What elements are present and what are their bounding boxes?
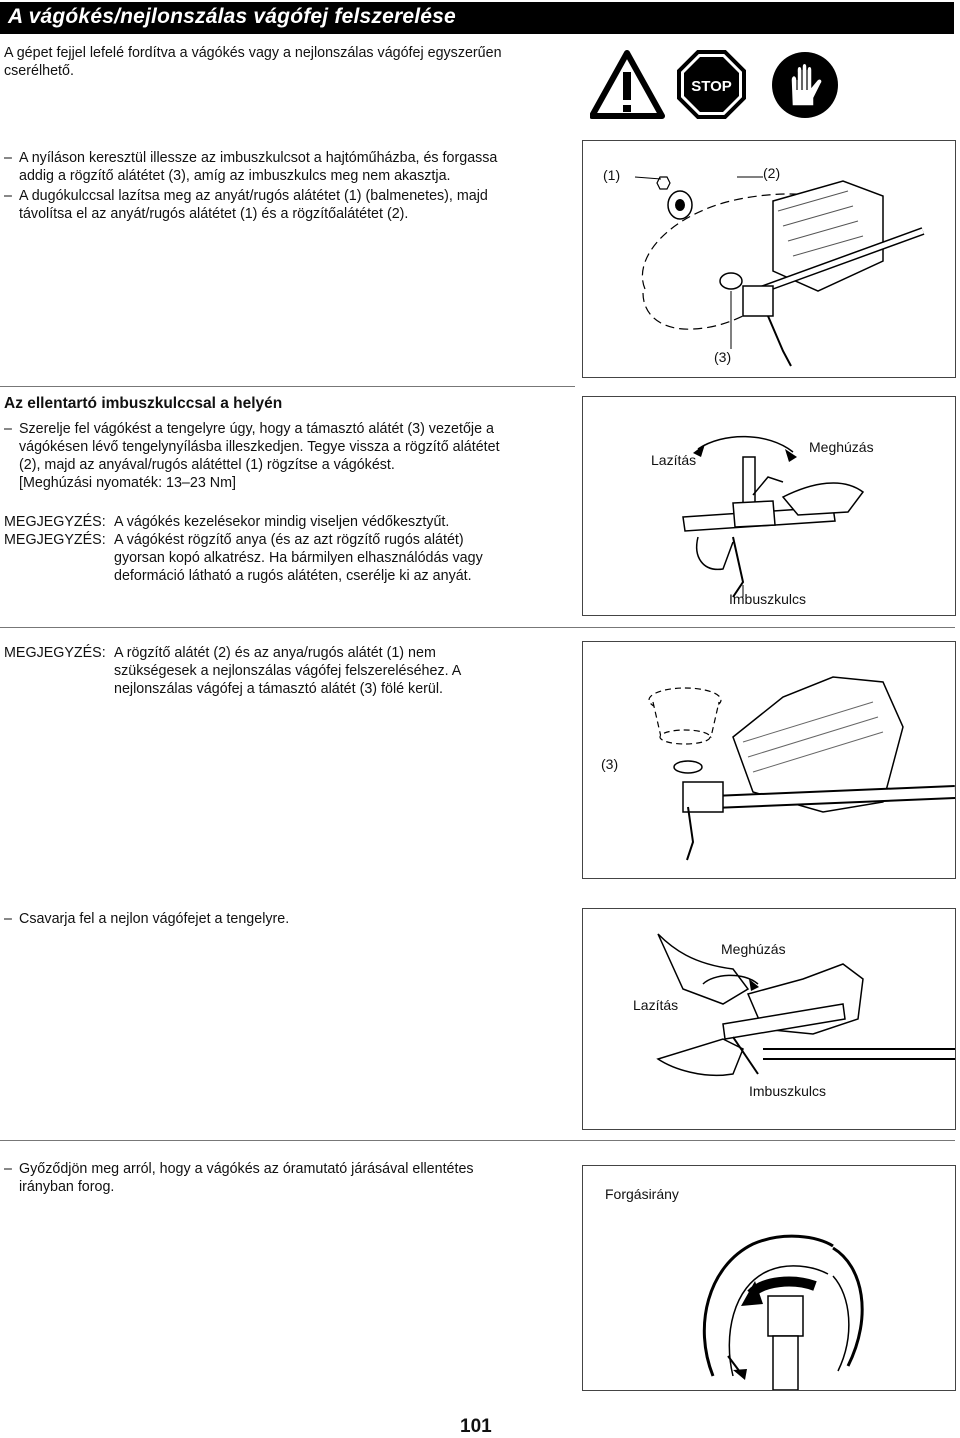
- step4-line-1: Csavarja fel a nejlon vágófejet a tengelyre.: [19, 911, 290, 927]
- protective-gloves-icon: [770, 50, 840, 122]
- figure1-label-3: (3): [714, 349, 732, 365]
- note-label: MEGJEGYZÉS:: [4, 514, 106, 530]
- bullet-dash: –: [4, 188, 12, 204]
- note-label: MEGJEGYZÉS:: [4, 532, 106, 548]
- warning-icons: [590, 50, 766, 128]
- step3-line-3: (2), majd az anyával/rugós alátéttel (1) rögzítse a vágókést.: [19, 457, 395, 473]
- note2-line-3: deformáció látható a rugós alátéten, cserélje ki az anyát.: [114, 568, 472, 584]
- figure4-loosen-label: Lazítás: [633, 997, 679, 1013]
- figure5-rotation-label: Forgásirány: [605, 1186, 679, 1202]
- figure2-wrench-label: Imbuszkulcs: [729, 591, 807, 607]
- figure-rotation-direction: [582, 1165, 956, 1391]
- step3-line-2: vágókésen lévő tengelynyílásba illeszkedjen. Tegye vissza a rögzítő alátétet: [19, 439, 500, 455]
- step3-line-4: [Meghúzási nyomaték: 13–23 Nm]: [19, 475, 236, 491]
- note-label: MEGJEGYZÉS:: [4, 645, 106, 661]
- step2-line-2: távolítsa el az anyát/rugós alátétet (1) és a rögzítőalátétet (2).: [19, 206, 409, 222]
- intro-line-2: cserélhető.: [4, 63, 74, 79]
- note1-line-1: A vágókés kezelésekor mindig viseljen védőkesztyűt.: [114, 514, 450, 530]
- stop-sign-icon: [679, 52, 744, 117]
- step5-line-2: irányban forog.: [19, 1179, 115, 1195]
- figure2-loosen-label: Lazítás: [651, 452, 697, 468]
- figure3-label-3: (3): [601, 756, 619, 772]
- figure4-tighten-label: Meghúzás: [721, 941, 786, 957]
- figure2-tighten-label: Meghúzás: [809, 439, 874, 455]
- bullet-dash: –: [4, 911, 12, 927]
- figure-blade-removal: [582, 140, 956, 378]
- section-title-bar: [0, 2, 954, 34]
- section-divider: [0, 627, 955, 628]
- note3-line-3: nejlonszálas vágófej a támasztó alátét (3) fölé kerül.: [114, 681, 444, 697]
- figure-nylon-head-tightening: [582, 908, 956, 1130]
- step5-line-1: Győződjön meg arról, hogy a vágókés az óramutató járásával ellentétes: [19, 1161, 474, 1177]
- note3-line-1: A rögzítő alátét (2) és az anya/rugós alátét (1) nem: [114, 645, 436, 661]
- step1-line-1: A nyíláson keresztül illessze az imbuszkulcsot a hajtóműházba, és forgassa: [19, 150, 498, 166]
- figure-nylon-head: [582, 641, 956, 879]
- bullet-dash: –: [4, 421, 12, 437]
- section-title: A vágókés/nejlonszálas vágófej felszerelése: [8, 5, 456, 28]
- step2-line-1: A dugókulccsal lazítsa meg az anyát/rugós alátétet (1) (balmenetes), majd: [19, 188, 488, 204]
- step1-line-2: addig a rögzítő alátétet (3), amíg az imbuszkulcs meg nem akasztja.: [19, 168, 451, 184]
- section-divider: [0, 386, 575, 387]
- section-divider: [0, 1140, 955, 1141]
- step3-line-1: Szerelje fel vágókést a tengelyre úgy, hogy a támasztó alátét (3) vezetője a: [19, 421, 494, 437]
- page-number: 101: [460, 1416, 492, 1437]
- note2-line-1: A vágókést rögzítő anya (és az azt rögzítő rugós alátét): [114, 532, 464, 548]
- figure1-label-2: (2): [763, 165, 781, 181]
- subsection-heading: Az ellentartó imbuszkulccsal a helyén: [4, 395, 283, 412]
- figure1-label-1: (1): [603, 167, 621, 183]
- stop-sign-label: STOP: [691, 78, 732, 95]
- note2-line-2: gyorsan kopó alkatrész. Ha bármilyen elhasználódás vagy: [114, 550, 483, 566]
- figure4-wrench-label: Imbuszkulcs: [749, 1083, 827, 1099]
- intro-line-1: A gépet fejjel lefelé fordítva a vágókés vagy a nejlonszálas vágófej egyszerűen: [4, 45, 502, 61]
- bullet-dash: –: [4, 150, 12, 166]
- note3-line-2: szükségesek a nejlonszálas vágófej felszereléséhez. A: [114, 663, 462, 679]
- bullet-dash: –: [4, 1161, 12, 1177]
- warning-triangle-icon: [592, 53, 662, 116]
- figure-blade-tightening: [582, 396, 956, 616]
